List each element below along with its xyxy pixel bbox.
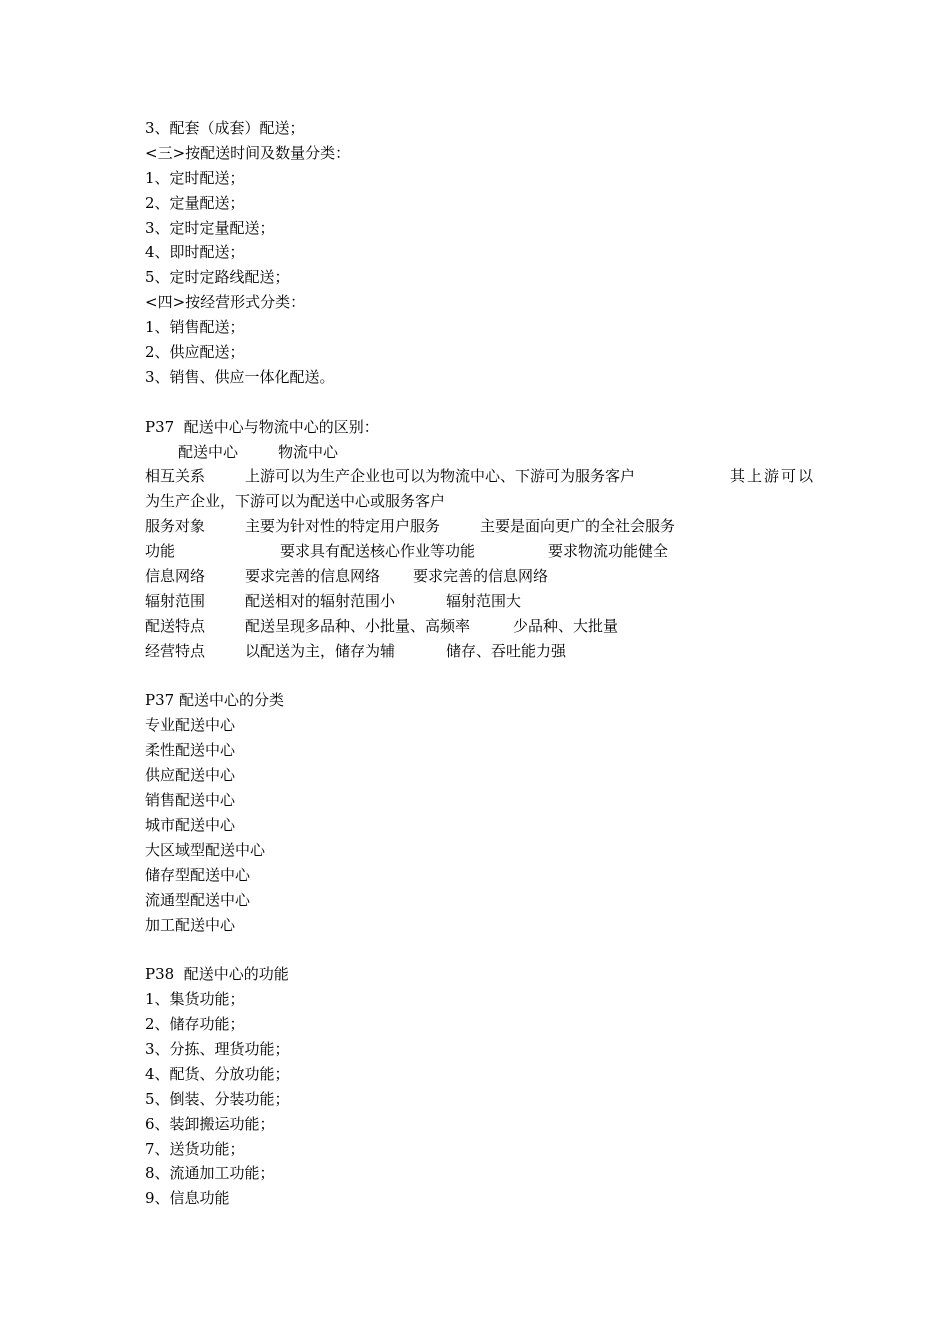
list-item: 供应配送中心 bbox=[145, 766, 236, 785]
section-title: P37 配送中心与物流中心的区别： bbox=[145, 417, 379, 436]
column-header-lc: 物流中心 bbox=[278, 442, 339, 461]
row-label: 功能 bbox=[145, 542, 176, 561]
list-item: 1、销售配送； bbox=[145, 318, 245, 337]
list-item: 销售配送中心 bbox=[145, 791, 236, 810]
list-item: 2、储存功能； bbox=[145, 1015, 245, 1034]
list-item: 专业配送中心 bbox=[145, 716, 236, 735]
list-item: 9、信息功能 bbox=[145, 1189, 230, 1208]
row-lc-value: 要求物流功能健全 bbox=[548, 542, 669, 561]
row-dc-value: 配送相对的辐射范围小 bbox=[245, 591, 396, 610]
list-item: 储存型配送中心 bbox=[145, 865, 251, 884]
subsection-heading: <四>按经营形式分类： bbox=[145, 293, 306, 312]
spacer bbox=[145, 664, 815, 689]
row-label: 辐射范围 bbox=[145, 591, 206, 610]
list-item: 5、倒装、分装功能； bbox=[145, 1089, 290, 1108]
document-body bbox=[145, 116, 815, 1211]
column-header-dc: 配送中心 bbox=[178, 442, 239, 461]
list-item: 8、流通加工功能； bbox=[145, 1164, 275, 1183]
row-dc-value: 以配送为主，储存为辅 bbox=[245, 641, 396, 660]
row-lc-value: 主要是面向更广的全社会服务 bbox=[480, 517, 676, 536]
table-row-relation bbox=[145, 464, 815, 489]
list-item: 1、集货功能； bbox=[145, 990, 245, 1009]
row-lc-value: 要求完善的信息网络 bbox=[413, 567, 549, 586]
classification-section bbox=[145, 688, 815, 937]
list-item: 4、即时配送； bbox=[145, 243, 245, 262]
table-row bbox=[145, 539, 815, 564]
list-item: 加工配送中心 bbox=[145, 915, 236, 934]
functions-section bbox=[145, 962, 815, 1211]
list-item: 1、定时配送； bbox=[145, 168, 245, 187]
list-item: 2、供应配送； bbox=[145, 343, 245, 362]
subsection-heading: <三>按配送时间及数量分类： bbox=[145, 143, 351, 162]
row-label: 服务对象 bbox=[145, 517, 206, 536]
list-item: 5、定时定路线配送； bbox=[145, 268, 290, 287]
difference-section bbox=[145, 415, 815, 664]
distribution-types-list bbox=[145, 116, 815, 390]
table-row bbox=[145, 514, 815, 539]
section-title: P38 配送中心的功能 bbox=[145, 965, 289, 984]
spacer bbox=[145, 937, 815, 962]
row-dc-value: 主要为针对性的特定用户服务 bbox=[245, 517, 441, 536]
list-item: 3、定时定量配送； bbox=[145, 218, 275, 237]
spacer bbox=[145, 390, 815, 415]
row-lc-value: 少品种、大批量 bbox=[513, 616, 619, 635]
row-dc-value: 配送呈现多品种、小批量、高频率 bbox=[245, 616, 471, 635]
list-item: 3、配套（成套）配送； bbox=[145, 119, 305, 137]
row-label: 信息网络 bbox=[145, 567, 206, 586]
row-label: 相互关系 bbox=[145, 467, 206, 486]
table-row bbox=[145, 564, 815, 589]
list-item: 城市配送中心 bbox=[145, 815, 236, 834]
list-item: 6、装卸搬运功能； bbox=[145, 1114, 275, 1133]
list-item: 3、销售、供应一体化配送。 bbox=[145, 367, 335, 386]
list-item: 3、分拣、理货功能； bbox=[145, 1039, 290, 1058]
list-item: 柔性配送中心 bbox=[145, 741, 236, 760]
list-item: 流通型配送中心 bbox=[145, 890, 251, 909]
table-row bbox=[145, 589, 815, 614]
table-row bbox=[145, 614, 815, 639]
row-label: 经营特点 bbox=[145, 641, 206, 660]
column-headers bbox=[145, 440, 815, 465]
list-item: 7、送货功能； bbox=[145, 1139, 245, 1158]
row-lc-value: 辐射范围大 bbox=[446, 591, 522, 610]
table-row bbox=[145, 639, 815, 664]
list-item: 2、定量配送； bbox=[145, 193, 245, 212]
row-lc-value: 其上游可以 bbox=[729, 467, 815, 486]
section-title: P37 配送中心的分类 bbox=[145, 691, 284, 710]
list-item: 大区域型配送中心 bbox=[145, 840, 266, 859]
row-lc-value: 储存、吞吐能力强 bbox=[446, 641, 567, 660]
list-item: 4、配货、分放功能； bbox=[145, 1064, 290, 1083]
row-lc-continuation: 为生产企业，下游可以为配送中心或服务客户 bbox=[145, 492, 446, 511]
row-dc-value: 要求具有配送核心作业等功能 bbox=[280, 542, 476, 561]
row-label: 配送特点 bbox=[145, 616, 206, 635]
row-dc-value: 上游可以为生产企业也可以为物流中心、下游可为服务客户 bbox=[245, 467, 636, 486]
row-dc-value: 要求完善的信息网络 bbox=[245, 567, 381, 586]
